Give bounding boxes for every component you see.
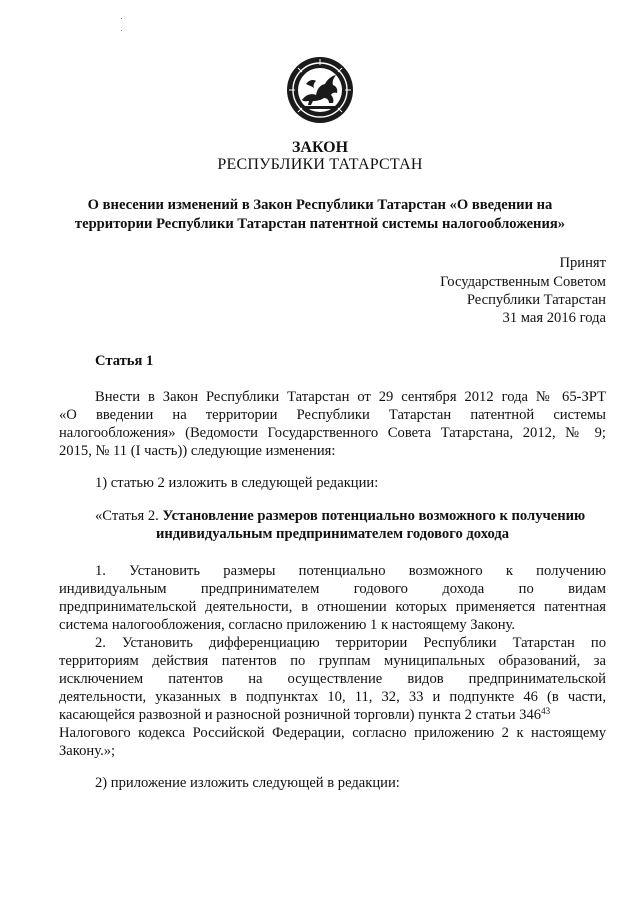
scan-speck xyxy=(121,18,122,19)
body-line: Закону.»; xyxy=(59,743,116,759)
law-title-line: территории Республики Татарстан патентной системы налогообложения» xyxy=(74,216,566,232)
quoted-article-title-text: индивидуальным предпринимателем годового дохода xyxy=(155,526,510,542)
body-line: деятельности, указанных в подпунктах 10, 11, 32, 33 и подпункте 46 (в части, xyxy=(59,689,606,705)
scan-speck xyxy=(121,30,122,31)
amendment-item: 2) приложение изложить следующей в редакции: xyxy=(95,775,400,791)
body-line: налогообложения» (Ведомости Государственного Совета Татарстана, 2012, № 9; xyxy=(59,425,606,441)
body-line: система налогообложения, согласно приложению 1 к настоящему Закону. xyxy=(59,617,516,633)
body-line xyxy=(59,706,606,725)
document-type: ЗАКОН xyxy=(291,139,349,156)
body-line-text: касающейся развозной и разносной розничной торговли) пункта 2 статьи 346 xyxy=(59,707,542,723)
body-line: индивидуальным предпринимателем годового дохода по видам xyxy=(59,581,606,597)
quoted-article-title xyxy=(95,507,606,526)
article-heading: Статья 1 xyxy=(95,353,154,369)
adoption-line: Принят xyxy=(559,255,606,271)
body-line: исключением патентов на осуществление видов предпринимательской xyxy=(59,671,606,687)
body-line: 1. Установить размеры потенциально возможного к получению xyxy=(95,563,606,579)
adoption-line: Республики Татарстан xyxy=(466,292,606,308)
adoption-date: 31 мая 2016 года xyxy=(502,310,606,326)
body-line: «О введении на территории Республики Татарстан патентной системы xyxy=(59,407,606,423)
amendment-item: 1) статью 2 изложить в следующей редакции: xyxy=(95,475,379,491)
law-title-line: О внесении изменений в Закон Республики Татарстан «О введении на xyxy=(87,197,553,213)
coat-of-arms-tatarstan-icon xyxy=(286,56,354,124)
adoption-line: Государственным Советом xyxy=(440,274,606,290)
issuer: РЕСПУБЛИКИ ТАТАРСТАН xyxy=(217,156,423,173)
body-line: территориям действия патентов по группам муниципальных образований, за xyxy=(59,653,606,669)
superscript: 43 xyxy=(541,706,551,716)
body-line: предпринимательской деятельности, в отношении которых применяется патентная xyxy=(59,599,606,615)
body-line: 2015, № 11 (I часть)) следующие изменения: xyxy=(59,443,336,459)
quoted-article-title-text: Установление размеров потенциально возможного к получению xyxy=(162,508,586,524)
body-line: Налогового кодекса Российской Федерации, согласно приложению 2 к настоящему xyxy=(59,725,606,741)
quoted-article-number: «Статья 2. xyxy=(95,508,159,524)
body-line: 2. Установить дифференциацию территории Республики Татарстан по xyxy=(95,635,606,651)
body-line: Внести в Закон Республики Татарстан от 29 сентября 2012 года № 65-ЗРТ xyxy=(95,389,606,405)
